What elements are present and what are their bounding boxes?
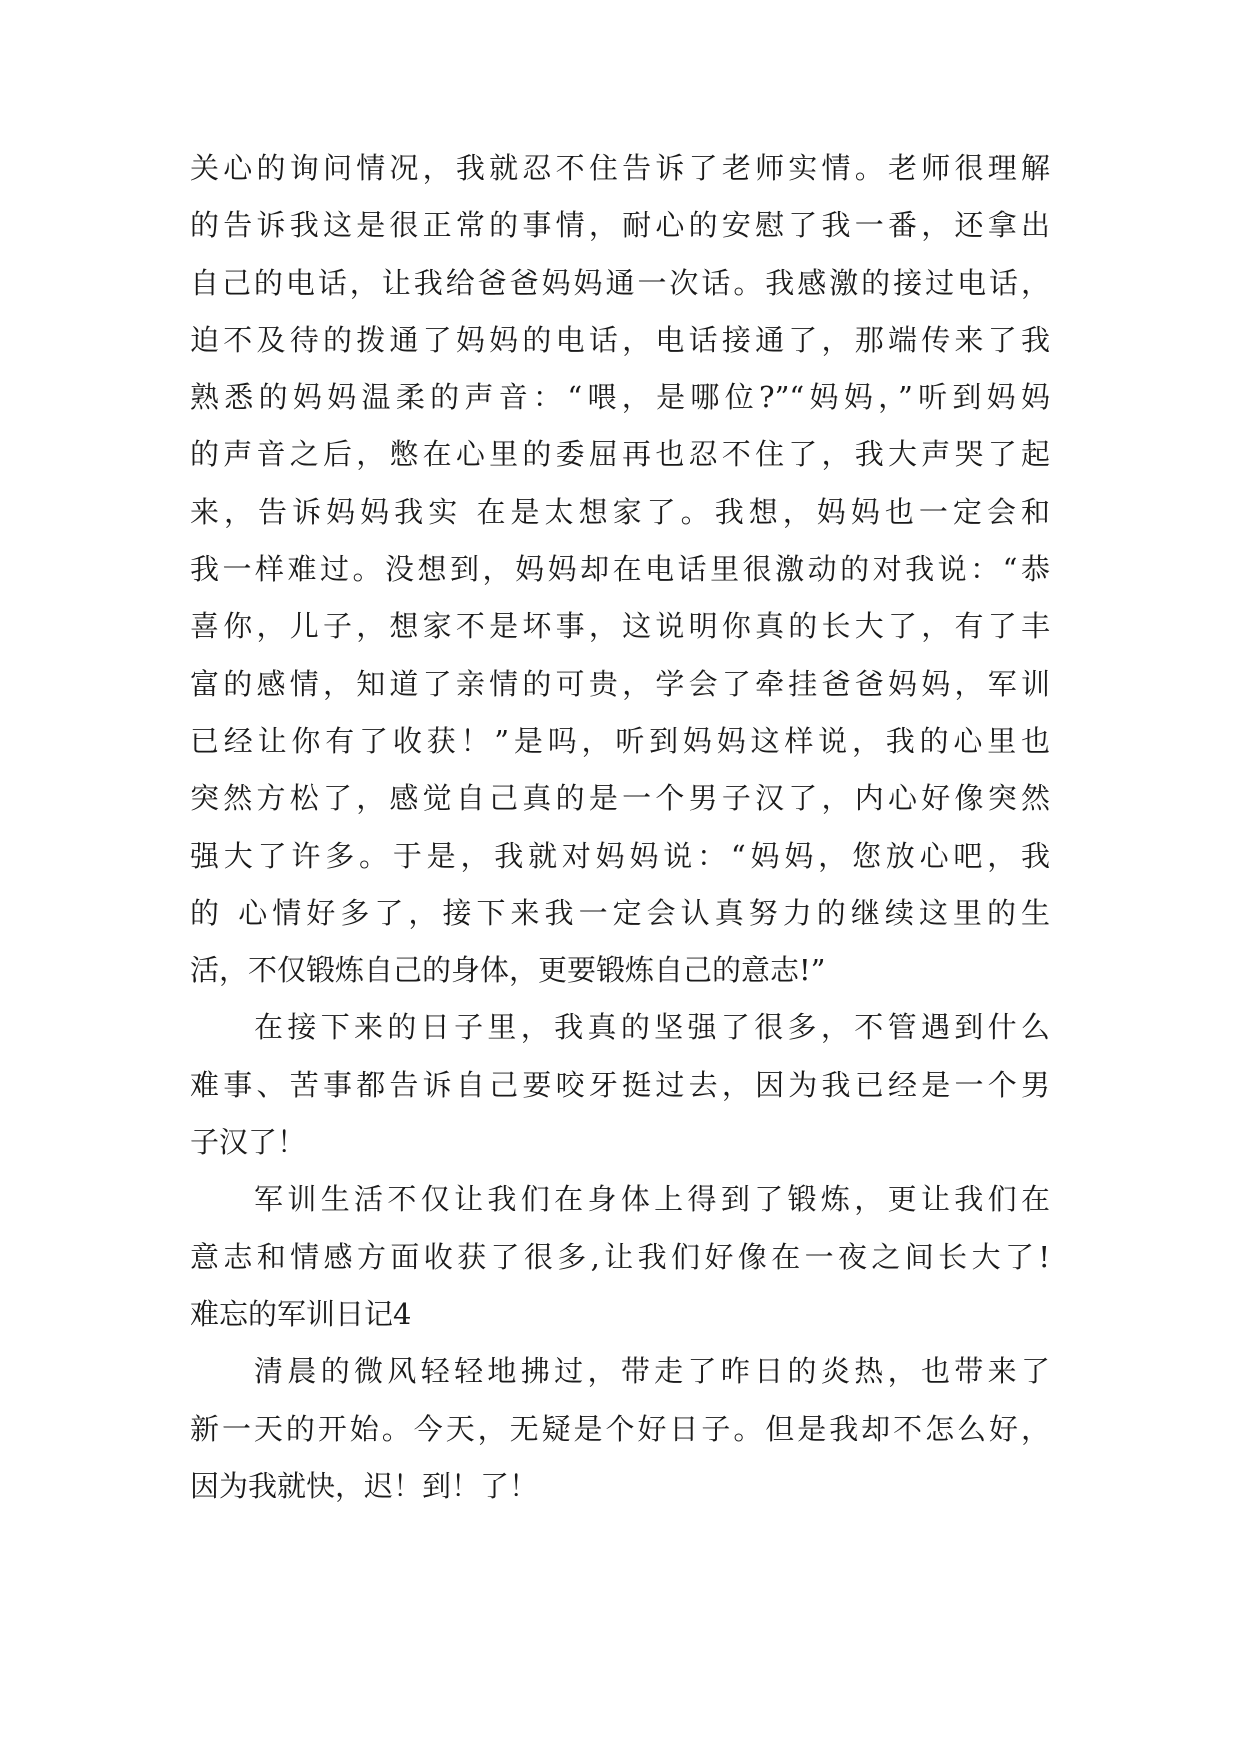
text-line: 迫不及待的拨通了妈妈的电话，电话接通了，那端传来了我 <box>190 322 1050 357</box>
text-line: 突然方松了，感觉自己真的是一个男子汉了，内心好像突然 <box>190 781 1050 816</box>
text-line: 我一样难过。没想到，妈妈却在电话里很激动的对我说：“恭 <box>190 552 1050 587</box>
text-line: 因为我就快，迟！到！了！ <box>190 1468 539 1503</box>
text-line: 的 心情好多了，接下来我一定会认真努力的继续这里的生 <box>190 895 1050 930</box>
text-line: 富的感情，知道了亲情的可贵，学会了牵挂爸爸妈妈，军训 <box>190 666 1050 701</box>
text-line: 自己的电话，让我给爸爸妈妈通一次话。我感激的接过电话， <box>190 265 1050 300</box>
text-line: 喜你，儿子，想家不是坏事，这说明你真的长大了，有了丰 <box>190 609 1050 644</box>
text-line: 已经让你有了收获！”是吗，听到妈妈这样说，我的心里也 <box>190 723 1050 758</box>
text-line: 的声音之后，憋在心里的委屈再也忍不住了，我大声哭了起 <box>190 437 1050 472</box>
text-line: 熟悉的妈妈温柔的声音：“喂，是哪位?”“妈妈，”听到妈妈 <box>190 380 1050 415</box>
text-line: 的告诉我这是很正常的事情，耐心的安慰了我一番，还拿出 <box>190 208 1050 243</box>
text-line: 难事、苦事都告诉自己要咬牙挺过去，因为我已经是一个男 <box>190 1067 1050 1102</box>
body-text <box>190 140 1050 1515</box>
text-line: 子汉了！ <box>190 1125 307 1160</box>
paragraph-first-line: 清晨的微风轻轻地拂过，带走了昨日的炎热，也带来了 <box>254 1354 1050 1389</box>
text-line: 新一天的开始。今天，无疑是个好日子。但是我却不怎么好， <box>190 1411 1050 1446</box>
section-heading: 难忘的军训日记4 <box>190 1296 412 1331</box>
text-line: 活，不仅锻炼自己的身体，更要锻炼自己的意志!” <box>190 953 826 988</box>
paragraph-first-line: 军训生活不仅让我们在身体上得到了锻炼，更让我们在 <box>254 1182 1050 1217</box>
text-line: 关心的询问情况，我就忍不住告诉了老师实情。老师很理解 <box>190 151 1050 185</box>
paragraph-first-line: 在接下来的日子里，我真的坚强了很多，不管遇到什么 <box>254 1010 1050 1045</box>
text-line: 意志和情感方面收获了很多,让我们好像在一夜之间长大了! <box>190 1239 1050 1274</box>
text-line: 来，告诉妈妈我实 在是太想家了。我想，妈妈也一定会和 <box>190 494 1050 529</box>
text-line: 强大了许多。于是，我就对妈妈说：“妈妈，您放心吧，我 <box>190 838 1050 873</box>
